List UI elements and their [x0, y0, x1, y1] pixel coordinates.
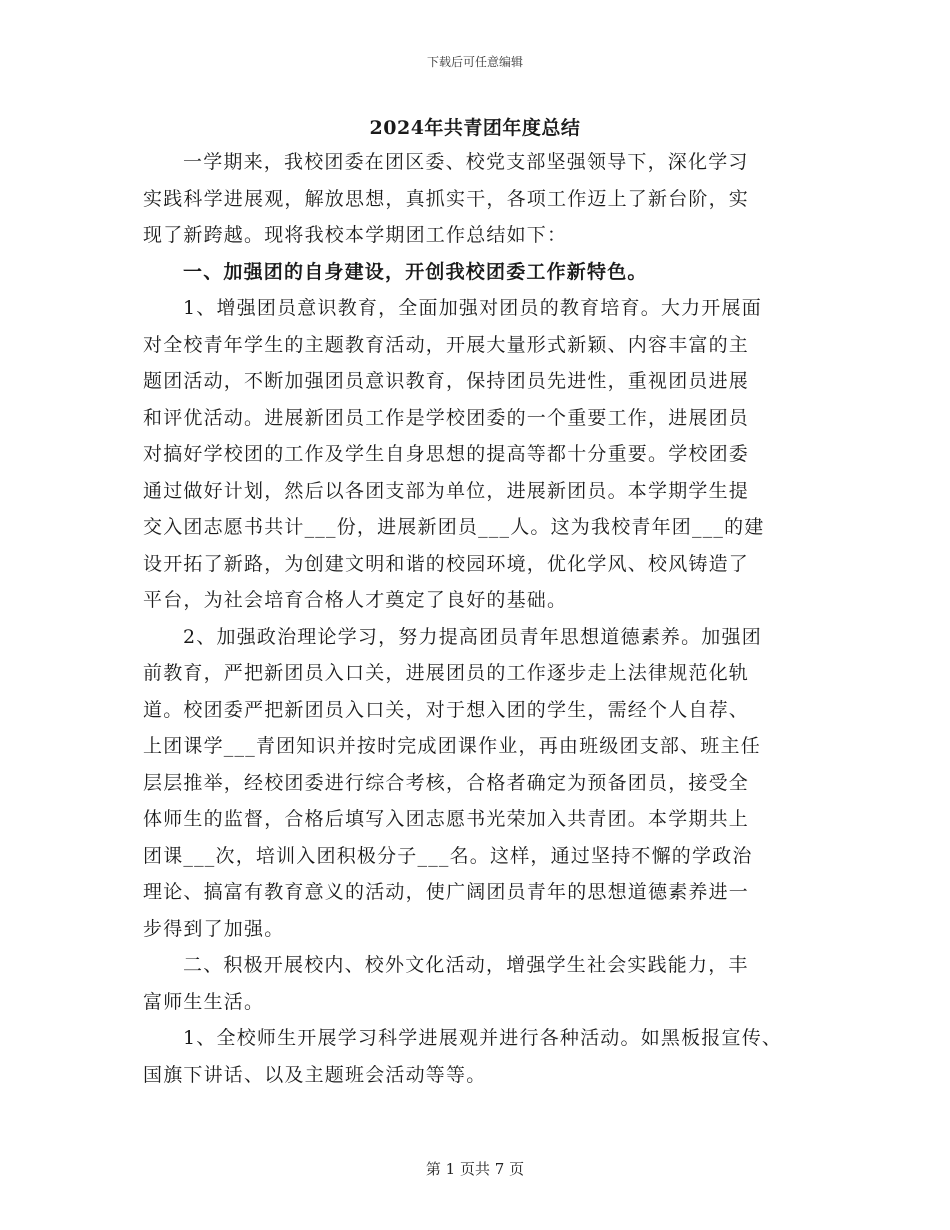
- header-note: 下载后可任意编辑: [426, 55, 523, 69]
- page-footer: 第 1 页共 7 页: [425, 1160, 525, 1178]
- paragraph-line: 道。校团委严把新团员入口关，对于想入团的学生，需经个人自荐、: [143, 698, 750, 721]
- paragraph-line: 步得到了加强。: [143, 917, 285, 940]
- paragraph-line: 设开拓了新路，为创建文明和谐的校园环境，优化学风、校风铸造了: [143, 552, 750, 575]
- paragraph-line: 通过做好计划，然后以各团支部为单位，进展新团员。本学期学生提: [143, 479, 750, 502]
- paragraph-line: 体师生的监督，合格后填写入团志愿书光荣加入共青团。本学期共上: [143, 808, 750, 830]
- paragraph-line: 国旗下讲话、以及主题班会活动等等。: [143, 1063, 487, 1086]
- paragraph-line: 富师生生活。: [143, 990, 265, 1013]
- paragraph-line: 和评优活动。进展新团员工作是学校团委的一个重要工作，进展团员: [143, 406, 750, 429]
- paragraph-line: 对搞好学校团的工作及学生自身思想的提高等都十分重要。学校团委: [143, 443, 750, 465]
- paragraph-line: 现了新跨越。现将我校本学期团工作总结如下：: [143, 224, 568, 246]
- paragraph-line: 题团活动，不断加强团员意识教育，保持团员先进性，重视团员进展: [143, 370, 750, 392]
- document-title: 2024年共青团年度总结: [369, 117, 581, 139]
- document-body: [143, 144, 815, 1093]
- paragraph-line: 团课___次，培训入团积极分子___名。这样，通过坚持不懈的学政治: [143, 844, 753, 867]
- paragraph-line: 交入团志愿书共计___份，进展新团员___人。这为我校青年团___的建: [143, 516, 765, 538]
- paragraph-line: 1、全校师生开展学习科学进展观并进行各种活动。如黑板报宣传、: [183, 1027, 783, 1049]
- paragraph-line: 2、加强政治理论学习，努力提高团员青年思想道德素养。加强团: [183, 625, 762, 648]
- paragraph-line: 实践科学进展观，解放思想，真抓实干，各项工作迈上了新台阶，实: [143, 187, 750, 210]
- paragraph-line: 1、增强团员意识教育，全面加强对团员的教育培育。大力开展面: [183, 297, 762, 319]
- paragraph-line: 二、积极开展校内、校外文化活动，增强学生社会实践能力，丰: [183, 954, 749, 976]
- paragraph-line: 理论、搞富有教育意义的活动，使广阔团员青年的思想道德素养进一: [143, 881, 750, 903]
- paragraph-line: 前教育，严把新团员入口关，进展团员的工作逐步走上法律规范化轨: [143, 662, 750, 684]
- paragraph-line: 对全校青年学生的主题教育活动，开展大量形式新颖、内容丰富的主: [143, 333, 750, 356]
- paragraph-line: 一学期来，我校团委在团区委、校党支部坚强领导下，深化学习: [183, 151, 749, 173]
- paragraph-line: 上团课学___青团知识并按时完成团课作业，再由班级团支部、班主任: [143, 735, 761, 757]
- paragraph-line: 层层推举，经校团委进行综合考核，合格者确定为预备团员，接受全: [143, 771, 750, 794]
- paragraph-line: 平台，为社会培育合格人才奠定了良好的基础。: [143, 589, 568, 611]
- section-heading-line: 一、加强团的自身建设，开创我校团委工作新特色。: [183, 260, 648, 283]
